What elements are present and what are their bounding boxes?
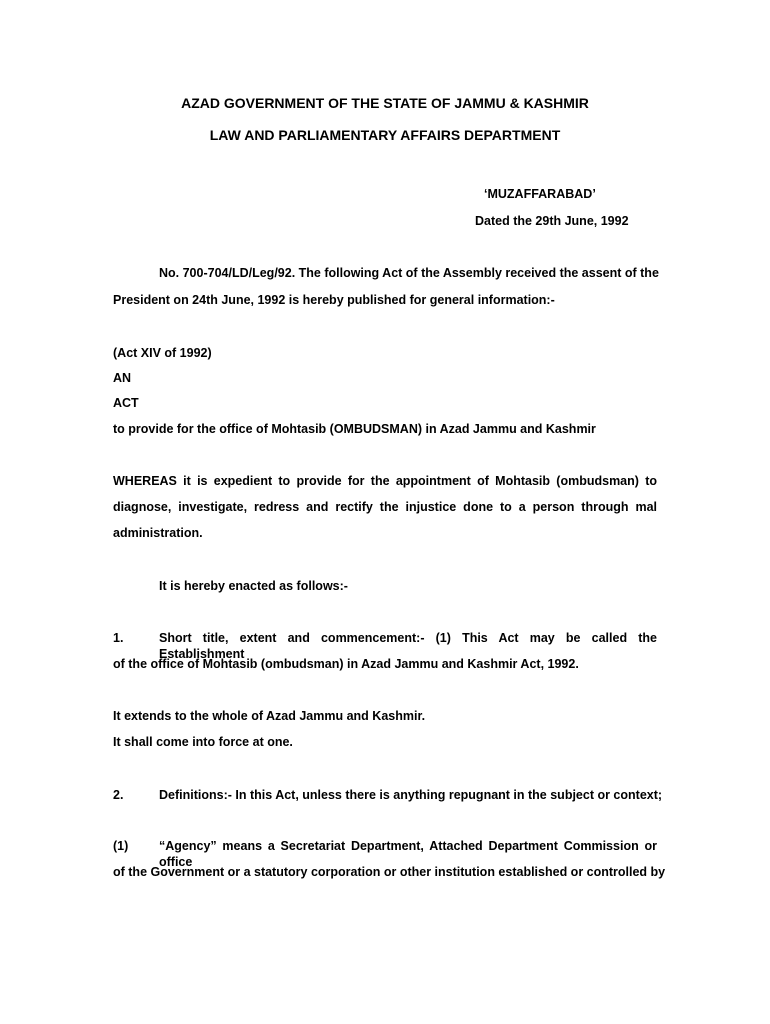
notification-line-2: President on 24th June, 1992 is hereby published for general information:-	[113, 293, 555, 307]
section-2-number: 2.	[113, 788, 124, 802]
enacted-clause: It is hereby enacted as follows:-	[159, 579, 348, 593]
act-act: ACT	[113, 396, 139, 410]
section-1-extent: It extends to the whole of Azad Jammu and Kashmir.	[113, 709, 426, 723]
section-1-line-2: of the office of Mohtasib (ombudsman) in Azad Jammu and Kashmir Act, 1992.	[113, 657, 579, 671]
clause-1-number: (1)	[113, 839, 129, 853]
preamble-line-1: WHEREAS it is expedient to provide for the appointment of Mohtasib (ombudsman) to	[113, 474, 657, 488]
document-title-line-1: AZAD GOVERNMENT OF THE STATE OF JAMMU & KASHMIR	[181, 95, 589, 111]
clause-1-line-1: “Agency” means a Secretariat Department, Attached Department Commission or office	[159, 839, 657, 869]
notification-line-1: No. 700-704/LD/Leg/92. The following Act of the Assembly received the assent of the	[159, 266, 659, 280]
document-title-line-2: LAW AND PARLIAMENTARY AFFAIRS DEPARTMENT	[209, 127, 561, 143]
section-1-line-1: Short title, extent and commencement:- (1) This Act may be called the Establishment	[159, 631, 657, 661]
act-an: AN	[113, 371, 132, 385]
act-purpose: to provide for the office of Mohtasib (OMBUDSMAN) in Azad Jammu and Kashmir	[113, 422, 596, 436]
place-city: ‘MUZAFFARABAD’	[484, 187, 596, 201]
section-2-text: Definitions:- In this Act, unless there is anything repugnant in the subject or context;	[159, 788, 663, 802]
section-1-force: It shall come into force at one.	[113, 735, 293, 749]
act-number: (Act XIV of 1992)	[113, 346, 212, 360]
preamble-line-2: diagnose, investigate, redress and rectify the injustice done to a person through mal	[113, 500, 657, 514]
clause-1-line-2: of the Government or a statutory corporation or other institution established or controlled by	[113, 865, 666, 879]
section-1-number: 1.	[113, 631, 124, 645]
preamble-line-3: administration.	[113, 526, 203, 540]
place-date: Dated the 29th June, 1992	[475, 214, 629, 228]
